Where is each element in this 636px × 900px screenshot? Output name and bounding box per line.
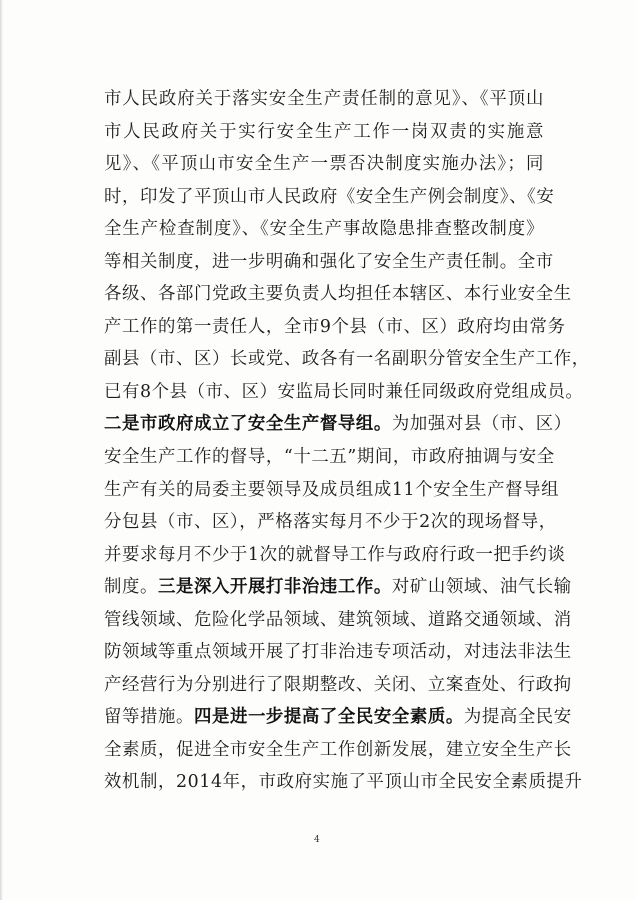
line-text: 全素质，促进全市安全生产工作创新发展，建立安全生产长 xyxy=(104,739,572,760)
line-text: 已有8个县（市、区）安监局长同时兼任同级政府党组成员。 xyxy=(104,381,584,402)
text-line xyxy=(104,540,566,570)
line-text: 管线领域、危险化学品领域、建筑领域、道路交通领域、消 xyxy=(104,609,572,630)
bold-heading: 二是市政府成立了安全生产督导组。 xyxy=(104,414,392,435)
text-line xyxy=(104,670,572,700)
line-text: 全生产检查制度》、《安全生产事故隐患排查整改制度》 xyxy=(104,219,544,240)
line-text: 副县（市、区）长或党、政各有一名副职分管安全生产工作， xyxy=(104,349,590,370)
text-line xyxy=(104,735,572,765)
bold-heading: 四是进一步提高了全民安全素质。 xyxy=(193,707,464,728)
text-line xyxy=(104,605,572,635)
scan-edge xyxy=(0,0,3,900)
line-text: 等相关制度，进一步明确和强化了安全生产责任制。全市 xyxy=(104,251,554,272)
text-line xyxy=(104,377,584,407)
text-line xyxy=(104,767,583,797)
text-line xyxy=(104,702,572,732)
bold-heading: 三是深入开展打非治违工作。 xyxy=(157,577,392,598)
line-text: 时，印发了平顶山市人民政府《安全生产例会制度》、《安 xyxy=(104,186,555,207)
line-text: 各级、各部门党政主要负责人均担任本辖区、本行业安全生 xyxy=(104,284,572,305)
line-text: 产工作的第一责任人，全市9个县（市、区）政府均由常务 xyxy=(104,316,566,337)
text-line xyxy=(104,214,544,244)
line-text: 市人民政府关于实行安全生产工作一岗双责的实施意 xyxy=(104,121,544,142)
text-line xyxy=(104,507,557,537)
line-text: 并要求每月不少于1次的就督导工作与政府行政一把手约谈 xyxy=(104,544,566,565)
text-line xyxy=(104,247,554,277)
text-line xyxy=(104,572,572,602)
text-line xyxy=(104,344,590,374)
text-line xyxy=(104,149,544,179)
text-line xyxy=(104,475,560,505)
line-text: 生产有关的局委主要领导及成员组成11个安全生产督导组 xyxy=(104,479,560,500)
text-line xyxy=(104,312,566,342)
text-line xyxy=(104,279,572,309)
text-line xyxy=(104,637,572,667)
line-text: 为提高全民安 xyxy=(463,707,572,728)
line-text: 对矿山领域、油气长输 xyxy=(391,577,572,598)
text-line xyxy=(104,182,555,212)
body-text xyxy=(104,84,590,800)
line-text: 防领域等重点领域开展了打非治违专项活动，对违法非法生 xyxy=(104,642,572,663)
line-text: 产经营行为分别进行了限期整改、关闭、立案查处、行政拘 xyxy=(104,674,572,695)
page-number: 4 xyxy=(314,835,320,845)
text-line xyxy=(104,409,572,439)
line-text: 为加强对县（市、区） xyxy=(391,414,572,435)
text-line xyxy=(104,442,555,472)
line-text: 见》、《平顶山市安全生产一票否决制度实施办法》；同 xyxy=(104,154,544,175)
line-text: 分包县（市、区），严格落实每月不少于2次的现场督导， xyxy=(104,512,557,533)
text-line xyxy=(104,117,544,147)
line-text: 市人民政府关于落实安全生产责任制的意见》、《平顶山 xyxy=(104,89,544,109)
line-text: 效机制，2014年，市政府实施了平顶山市全民安全素质提升 xyxy=(104,772,583,793)
line-text: 制度。 xyxy=(104,577,158,598)
line-text: 留等措施。 xyxy=(104,707,194,728)
line-text: 安全生产工作的督导，“十二五”期间，市政府抽调与安全 xyxy=(104,447,555,468)
text-line xyxy=(104,84,544,114)
